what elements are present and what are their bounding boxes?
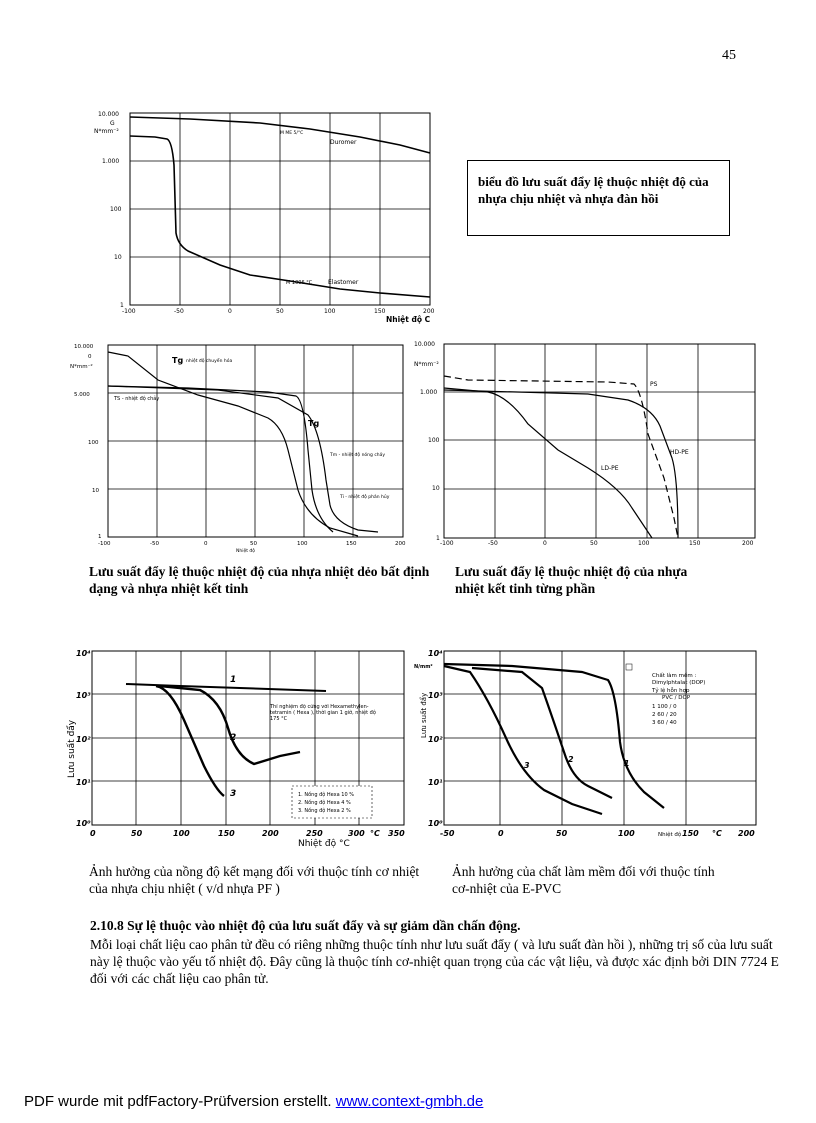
chart2-ytick: 100 [88, 440, 99, 446]
chart5-xlabel: Nhiệt độ [658, 832, 682, 838]
chart4-ytick: 10² [76, 735, 91, 744]
chart2-note-tg2: Tg [308, 419, 320, 428]
chart3-ytick: 100 [428, 437, 440, 444]
chart1-series-label-duromer: Duromer [330, 139, 357, 146]
chart3-ylabel: N*mm⁻² [414, 361, 439, 368]
chart4-note: Thí nghiệm độ cứng với Hexamethylen-tetramin ( Hexa ), thời gian 1 giờ, nhiệt độ 175 °C [270, 704, 376, 722]
chart-modulus-amorphous-crystalline [68, 340, 408, 560]
chart4-ytick: 10⁰ [76, 819, 91, 828]
chart1-ylabel-g: G [110, 120, 115, 127]
section-title: 2.10.8 Sự lệ thuộc vào nhiệt độ của lưu suất đẩy và sự giảm dần chấn động. [90, 918, 521, 933]
chart3-ytick: 10.000 [414, 341, 435, 348]
chart2-note-tm: Tm - nhiệt độ nóng chảy [330, 453, 386, 458]
chart4-legend-item: 1. Nồng độ Hexa 10 % [298, 792, 354, 798]
chart4-curve-label-3: 3 [230, 789, 237, 799]
chart4-xtick: 300 [348, 829, 365, 838]
chart2-curve-amorphous [108, 352, 358, 536]
chart5-curve-label-1: 1 [624, 759, 630, 768]
chart5-caption: Ảnh hưởng của chất làm mềm đối với thuộc tính cơ-nhiệt của E-PVC [452, 864, 715, 896]
chart1-xtick: -100 [122, 308, 136, 315]
chart3-caption: Lưu suất đẩy lệ thuộc nhiệt độ của nhựa nhiệt kết tinh từng phần [455, 564, 688, 596]
chart5-legend-item: Tỷ lệ hỗn hợp [652, 688, 690, 694]
chart1-xtick: -50 [174, 308, 184, 315]
chart2-ytick: 0 [88, 354, 92, 360]
chart2-xtick: 150 [346, 541, 357, 547]
chart5-xtick: 50 [556, 829, 568, 838]
chart5-legend-item: PVC / DOP [662, 695, 691, 701]
chart3-curve-hdpe [444, 390, 678, 538]
chart1-xlabel: Nhiệt độ C [386, 315, 431, 324]
chart5-xtick: -50 [440, 829, 455, 838]
chart5-xtick: 200 [738, 829, 755, 838]
chart1-xtick: 50 [276, 308, 284, 315]
chart2-xtick: 200 [395, 541, 406, 547]
chart5-xunit: °C [712, 829, 722, 838]
chart2-grid [108, 345, 403, 537]
chart2-ytick: 5.000 [74, 392, 90, 398]
chart4-ytick: 10³ [76, 691, 91, 700]
chart1-xtick: 0 [228, 308, 232, 315]
chart2-ytick: 10 [92, 488, 99, 494]
chart3-curve-ldpe [444, 388, 652, 538]
chart4-legend-item: 3. Nồng độ Hexa 2 % [298, 808, 351, 814]
chart1-ylabel: N*mm⁻² [94, 128, 119, 135]
chart2-caption: Lưu suất đẩy lệ thuộc nhiệt độ của nhựa nhiệt dẻo bất định dạng và nhựa nhiệt kết tinh [89, 564, 430, 596]
chart4-xlabel: Nhiệt độ °C [298, 839, 350, 849]
chart1-note-top: M ME 5/°C [280, 131, 304, 136]
chart3-xtick: -100 [440, 540, 454, 547]
chart3-ytick: 1.000 [420, 389, 438, 396]
chart5-curve-2 [472, 668, 612, 798]
chart2-curve-crystalline-1 [108, 386, 333, 532]
chart5-xtick: 150 [682, 829, 699, 838]
chart5-legend-item: 1 100 / 0 [652, 704, 677, 710]
chart5-legend-item: 2 60 / 20 [652, 712, 677, 718]
chart5-ytick: 10⁰ [428, 819, 443, 828]
chart1-ytick: 1.000 [102, 158, 120, 165]
chart3-series-label-ldpe: LD-PE [601, 465, 619, 472]
chart5-legend-item: Dimylphtalat (DOP) [652, 680, 706, 686]
chart4-xtick: 150 [218, 829, 235, 838]
footer [24, 1093, 483, 1110]
chart4-curve-label-1: 1 [230, 675, 237, 685]
chart1-ytick: 10.000 [98, 111, 119, 118]
chart1-ytick: 1 [120, 302, 124, 309]
chart4-caption: Ảnh hưởng của nồng độ kết mạng đối với thuộc tính cơ nhiệt của nhựa chịu nhiệt ( v/d nhựa PF ) [89, 864, 420, 896]
chart4-curve-3 [156, 686, 224, 796]
chart2-ytick: 1 [98, 534, 102, 540]
chart2-xtick: 100 [297, 541, 308, 547]
chart2-note-tg: Tg [172, 356, 184, 365]
chart1-series-label-elastomer: Elastomer [328, 279, 359, 286]
chart1-xtick: 100 [324, 308, 336, 315]
chart4-ytick: 10¹ [76, 778, 91, 787]
chart5-ytick: 10¹ [428, 778, 443, 787]
chart5-yunit: N/mm² [414, 664, 433, 670]
chart4-xunit: °C [370, 829, 380, 838]
chart3-xtick: 0 [543, 540, 547, 547]
chart3-xtick: -50 [488, 540, 498, 547]
chart3-xtick: 50 [590, 540, 598, 547]
chart2-note-ts: TS - nhiệt độ chảy [114, 396, 160, 402]
chart3-grid [444, 344, 755, 538]
chart3-ytick: 10 [432, 485, 440, 492]
chart3-xtick: 100 [638, 540, 650, 547]
chart5-xtick: 100 [618, 829, 635, 838]
chart5-ylabel: Lưu suất đẩy [420, 692, 428, 738]
chart-modulus-semicrystalline [408, 338, 768, 558]
chart2-xtick: -100 [98, 541, 111, 547]
chart4-legend-item: 2. Nồng độ Hexa 4 % [298, 800, 351, 806]
chart2-note-tg-desc: nhiệt độ chuyển hóa [186, 359, 233, 364]
section-body: Mỗi loại chất liệu cao phân tử đều có riêng những thuộc tính như lưu suất đẩy ( và lưu suất đàn hồi ), những trị số của lưu suất này lệ thuộc vào yếu tố nhiệt độ. Đây cũng là thuộc tính cơ-nhiệt quan trọng của các vật liệu, và được xác định bởi DIN 7724 E đối với các chất liệu cao phân tử. [90, 937, 779, 986]
chart5-legend-item: Chất làm mềm : [652, 673, 697, 679]
chart5-xtick: 0 [498, 829, 504, 838]
chart4-xtick: 0 [90, 829, 96, 838]
chart2-xtick: -50 [150, 541, 159, 547]
chart2-xunit: Nhiệt độ [236, 549, 256, 554]
chart5-curve-3 [444, 666, 602, 814]
chart4-xtick: 200 [262, 829, 279, 838]
chart3-xtick: 200 [742, 540, 754, 547]
chart2-ytick: 10.000 [74, 344, 94, 350]
chart1-xtick: 200 [423, 308, 435, 315]
chart5-legend-item: 3 60 / 40 [652, 720, 677, 726]
chart4-ylabel: Lưu suất đẩy [67, 719, 77, 778]
chart2-note-ti: Ti - nhiệt độ phân hủy [340, 495, 390, 500]
chart5-curve-1 [444, 664, 664, 808]
chart5-ytick: 10³ [428, 691, 443, 700]
page-number: 45 [722, 48, 736, 63]
chart1-ytick: 10 [114, 254, 122, 261]
chart1-xtick: 150 [374, 308, 386, 315]
chart5-ytick: 10² [428, 735, 443, 744]
chart3-curve-ps [444, 376, 678, 538]
chart2-xtick: 50 [250, 541, 257, 547]
chart2-xtick: 0 [204, 541, 208, 547]
chart4-xtick: 100 [173, 829, 190, 838]
chart1-note-bottom: M 1006 °C [286, 280, 313, 286]
chart1-title-box: biểu đồ lưu suất đẩy lệ thuộc nhiệt độ của nhựa chịu nhiệt và nhựa đàn hồi [467, 160, 730, 236]
chart2-ylabel: N*mm⁻² [70, 364, 93, 370]
chart3-series-label-hdpe: HD-PE [670, 449, 689, 456]
chart3-series-label-ps: PS [650, 381, 658, 388]
chart1-ytick: 100 [110, 206, 122, 213]
chart4-xtick: 350 [388, 829, 405, 838]
chart4-ytick: 10⁴ [76, 649, 91, 658]
chart4-xtick: 250 [306, 829, 323, 838]
chart3-xtick: 150 [689, 540, 701, 547]
footer-text: PDF wurde mit pdfFactory-Prüfversion erstellt. [24, 1093, 332, 1110]
chart4-curve-label-2: 2 [230, 733, 237, 743]
chart5-curve-label-2: 2 [568, 755, 574, 764]
footer-link[interactable]: www.context-gmbh.de [335, 1093, 484, 1110]
chart-modulus-duromer-elastomer [80, 105, 440, 325]
chart3-ytick: 1 [436, 535, 440, 542]
chart5-ytick: 10⁴ [428, 649, 443, 658]
chart4-xtick: 50 [131, 829, 143, 838]
chart-crosslink-concentration [60, 646, 420, 856]
chart5-curve-label-3: 3 [524, 761, 530, 770]
chart-plasticizer-effect [412, 642, 772, 852]
